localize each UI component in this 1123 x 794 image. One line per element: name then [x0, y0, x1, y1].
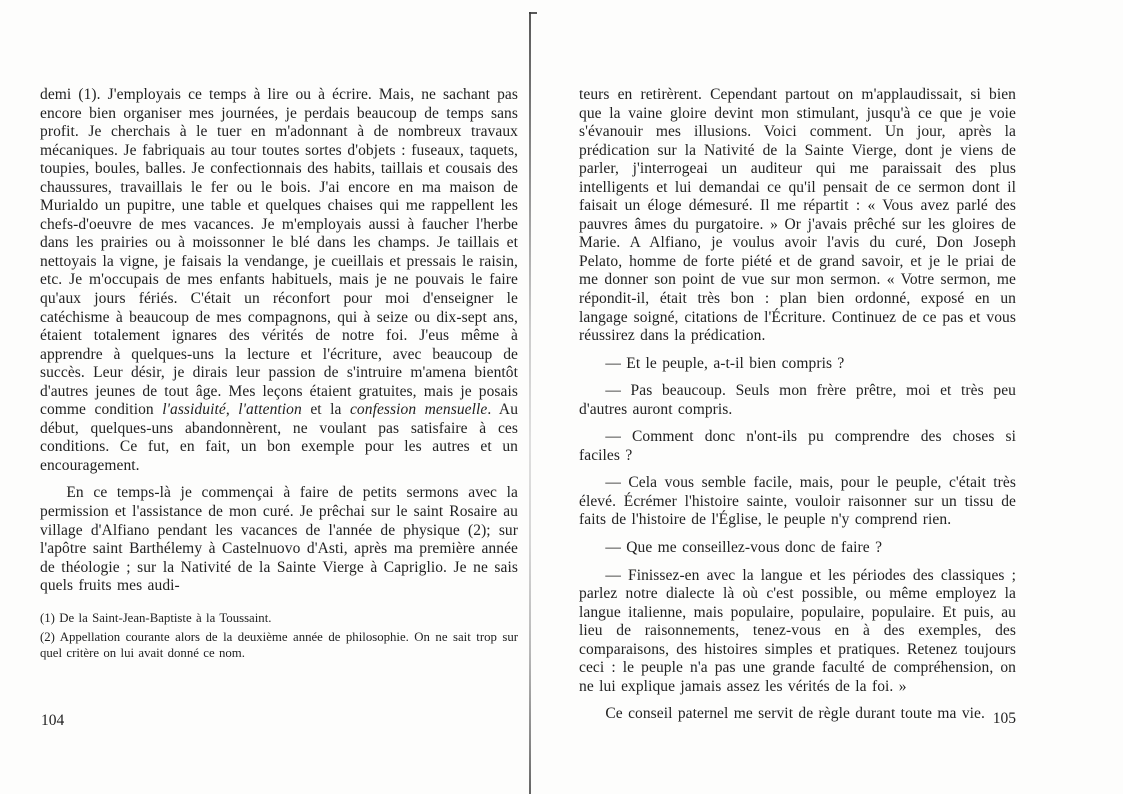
body-paragraph: teurs en retirèrent. Cependant partout on m'applaudissait, si bien que la vaine gloire devint mon stimulant, jusqu'à ce que je voie s'évanouir mes illusions. Voici comment. Un jour, après la prédication sur la Nativité de la Sainte Vierge, dont je viens de parler, j'interrogeai un auditeur qui me paraissait des plus intelligents et lui demandai ce qu'il pensait de ce sermon dont il faisait un éloge démesuré. Il me répartit : « Vous avez parlé des pauvres âmes du purgatoire. » Or j'avais prêché sur les gloires de Marie. A Alfiano, je voulus avoir l'avis du curé, Don Joseph Pelato, homme de forte piété et de grand savoir, et je le priai de me donner son point de vue sur mon sermon. « Votre sermon, me répondit-il, était très bon : plan bien ordonné, exposé en un langage soigné, citations de l'Écriture. Continuez de ce pas et vous réussirez dans la prédication.: [579, 86, 1016, 345]
gutter-fold-top-tick: [529, 12, 537, 14]
body-paragraph: Ce conseil paternel me servit de règle durant toute ma vie.: [605, 705, 985, 723]
gutter-fold-line: [529, 12, 531, 794]
body-paragraph: demi (1). J'employais ce temps à lire ou à écrire. Mais, ne sachant pas encore bien organiser mes journées, je perdais beaucoup de temps sans profit. Je cherchais à le tuer en m'adonnant à de nombreux travaux mécaniques. Je fabriquais au tour toutes sortes d'objets : fuseaux, taquets, toupies, boules, balles. Je confectionnais des habits, taillais et cousais des chaussures, travaillais le fer ou le bois. J'ai encore en ma maison de Murialdo un pupitre, une table et quelques chaises qui me rappellent les chefs-d'oeuvre de mes vacances. Je m'employais aussi à faucher l'herbe dans les prairies ou à moissonner le blé dans les champs. Je taillais et nettoyais la vigne, je faisais la vendange, je cueillais et pressais le raisin, etc. Je m'occupais de mes enfants habituels, mais je ne pouvais le faire qu'aux jours fériés. C'était un réconfort pour moi d'enseigner le catéchisme à beaucoup de mes compagnons, qui à seize ou dix-sept ans, étaient totalement ignares des vérités de notre foi. J'eus même à apprendre à quelques-uns la lecture et l'écriture, avec beaucoup de succès. Leur désir, je dirais leur passion de s'intruire m'amena bientôt d'autres jeunes de tout âge. Mes leçons étaient gratuites, mais je posais comme condition l'assiduité, l'attention et la confession mensuelle. Au début, quelques-uns abandonnèrent, ne voulant pas satisfaire à ces conditions. Ce fut, en fait, un bon exemple pour les autres et un encouragement.: [40, 86, 519, 474]
dialogue-paragraph: — Cela vous semble facile, mais, pour le peuple, c'était très élevé. Écrémer l'histoire sainte, vouloir raisonner sur un tissu de faits de l'histoire de l'Église, le peuple n'y comprend rien.: [579, 474, 1016, 529]
right-page-body: [579, 86, 1016, 724]
left-page-footnotes: [40, 611, 518, 662]
left-page-body: [40, 86, 518, 596]
dialogue-paragraph: — Que me conseillez-vous donc de faire ?: [605, 539, 883, 557]
dialogue-paragraph: — Finissez-en avec la langue et les périodes des classiques ; parlez notre dialecte là où c'est possible, ou même employez la langue italienne, mais populaire, populaire, populaire. Et puis, au lieu de raisonnements, tenez-vous en à des exemples, des comparaisons, des histoires simples et pratiques. Retenez toujours ceci : le peuple n'a pas une grande faculté de compréhension, on ne lui explique jamais assez les vérités de la foi. »: [579, 566, 1016, 695]
page-number-left: 104: [41, 712, 65, 729]
dialogue-paragraph: — Comment donc n'ont-ils pu comprendre des choses si faciles ?: [579, 428, 1016, 464]
left-page: [40, 86, 518, 666]
right-page: [579, 86, 1016, 724]
footnote: (2) Appellation courante alors de la deuxième année de philosophie. On ne sait trop sur quel critère on lui avait donné ce nom.: [40, 630, 518, 660]
dialogue-paragraph: — Pas beaucoup. Seuls mon frère prêtre, moi et très peu d'autres auront compris.: [579, 382, 1016, 418]
body-paragraph: En ce temps-là je commençai à faire de petits sermons avec la permission et l'assistance de mon curé. Je prêchai sur le saint Rosaire au village d'Alfiano pendant les vacances de l'année de physique (2); sur l'apôtre saint Barthélemy à Castelnuovo d'Asti, après ma première année de théologie ; sur la Nativité de la Sainte Vierge à Capriglio. Je ne sais quels fruits mes audi-: [40, 484, 518, 595]
page-number-right: 105: [992, 710, 1016, 727]
dialogue-paragraph: — Et le peuple, a-t-il bien compris ?: [605, 354, 845, 372]
footnote: (1) De la Saint-Jean-Baptiste à la Toussaint.: [40, 610, 272, 625]
